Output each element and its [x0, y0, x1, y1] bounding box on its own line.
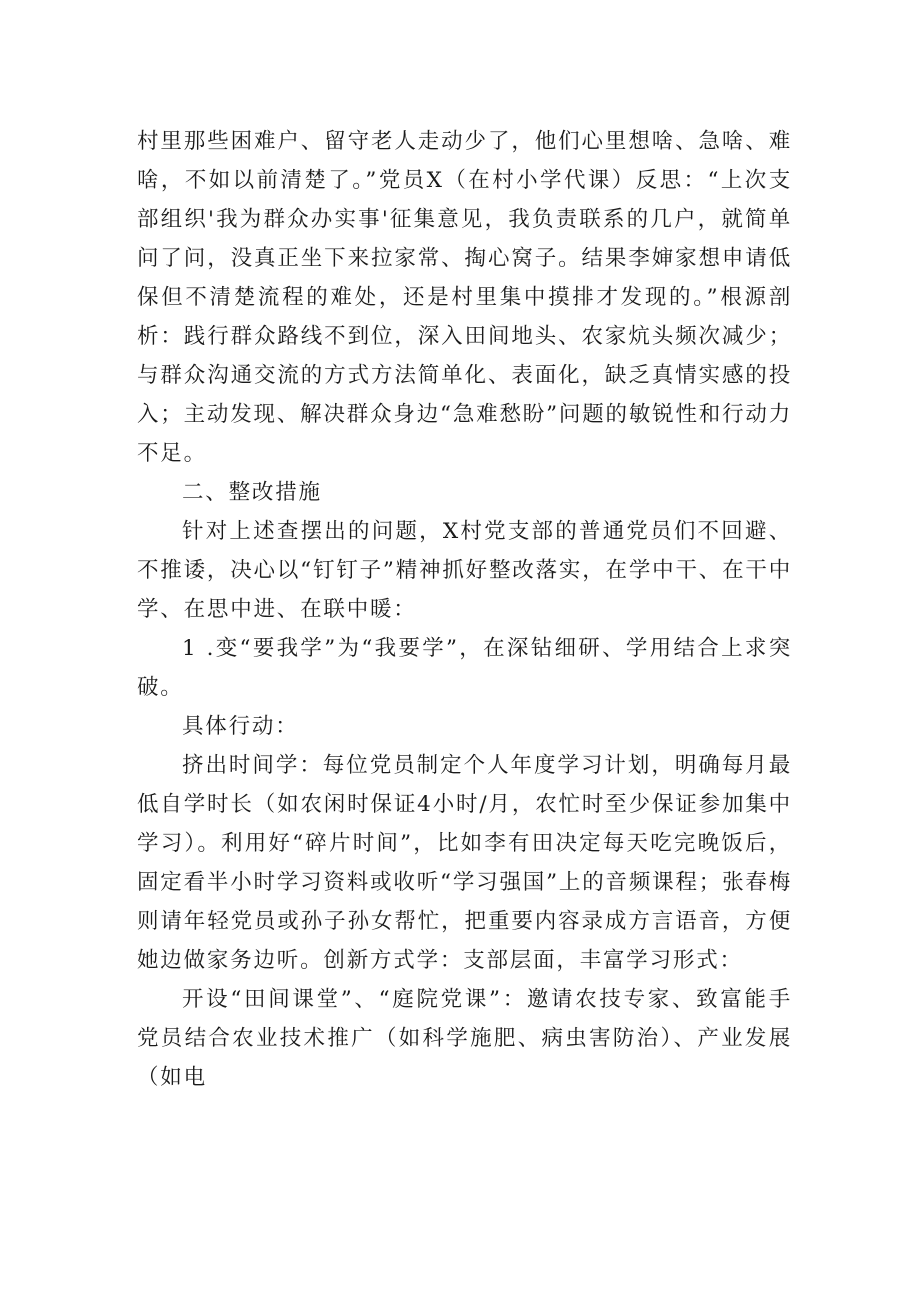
body-paragraph-field-classroom: 开设“田间课堂”、“庭院党课”：邀请农技专家、致富能手党员结合农业技术推广（如科学施肥、病虫害防治）、产业发展（如电	[137, 987, 792, 1090]
body-paragraph-continued: 村里那些困难户、留守老人走动少了，他们心里想啥、急啥、难啥，不如以前清楚了。”党员X（在村小学代课）反思：“上次支部组织'我为群众办实事'征集意见，我负责联系的几户，就简单问了问，没真正坐下来拉家常、掏心窝子。结果李婶家想申请低保但不清楚流程的难处，还是村里集中摸排才发现的。”根源剖析：践行群众路线不到位，深入田间地头、农家炕头频次减少；与群众沟通交流的方式方法简单化、表面化，缺乏真情实感的投入；主动发现、解决群众身边“急难愁盼”问题的敏锐性和行动力不足。	[137, 129, 792, 466]
section-heading-rectification: 二、整改措施	[182, 480, 322, 505]
numbered-item-1: 1 .变“要我学”为“我要学”，在深钻细研、学用结合上求突破。	[137, 636, 792, 700]
body-paragraph-study-time: 挤出时间学：每位党员制定个人年度学习计划，明确每月最低自学时长（如农闲时保证4小时/月，农忙时至少保证参加集中学习）。利用好“碎片时间”，比如李有田决定每天吃完晚饭后，固定看半小时学习资料或收听“学习强国”上的音频课程；张春梅则请年轻党员或孙子孙女帮忙，把重要内容录成方言语音，方便她边做家务边听。创新方式学：支部层面，丰富学习形式：	[137, 753, 792, 973]
document-body	[137, 122, 792, 1097]
subheading-actions: 具体行动：	[182, 714, 299, 739]
body-paragraph-intro: 针对上述查摆出的问题，X村党支部的普通党员们不回避、不推诿，决心以“钉钉子”精神抓好整改落实，在学中干、在干中学、在思中进、在联中暖：	[137, 519, 792, 622]
